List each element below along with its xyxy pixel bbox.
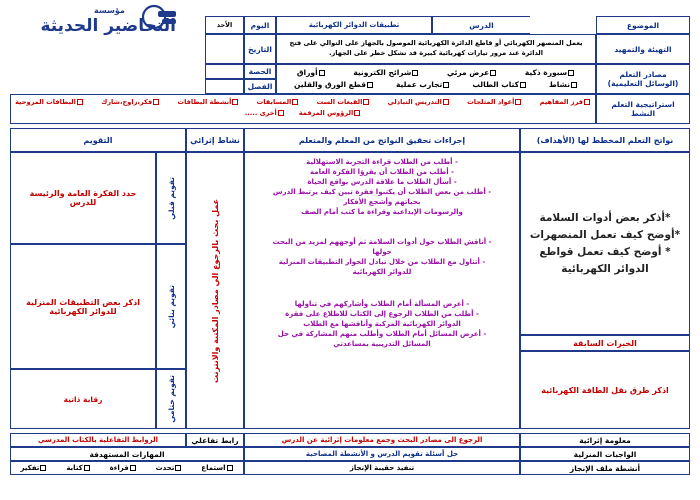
checkbox[interactable] [40, 465, 46, 471]
strategy-option[interactable]: البطاقات المروحية [15, 98, 84, 106]
intro-line: الدائرة عند مرور تيارات كهربائية كبيرة قد تشكل خطر على الجهاز. [328, 49, 544, 57]
eval-final-label-cell [156, 369, 186, 429]
skill-option[interactable]: تفكير [20, 464, 47, 472]
evaluation-header: التقويم [10, 128, 186, 152]
procedure-block [245, 157, 519, 217]
strategies-label-line2: النشط [630, 109, 656, 118]
procedure-line: - أعرض المسائل أمام الطلاب وأطلب منهم المشاركة في حل [277, 330, 487, 338]
logo-line2: التحاضير الحديثة [40, 16, 176, 36]
eval-final-label: تقويم ختامي [166, 375, 176, 423]
skill-option[interactable]: كتابة [66, 464, 90, 472]
enrich-info-value: الرجوع الى مصادر البحث وجمع معلومات إثرائية عن الدرس [244, 433, 520, 447]
procedure-line: والرسومات الإبداعية وقراءة ما كتب أمام الصف [301, 208, 463, 216]
procedure-line: حولها [372, 248, 392, 256]
eval-pre-label: تقويم قبلي [166, 176, 176, 220]
period-label: الحصة [244, 64, 276, 79]
resources-options [276, 64, 596, 94]
prior-text: اذكر طرق نقل الطاقة الكهربائية [520, 351, 690, 429]
logo-line1: مؤسسة [94, 6, 125, 15]
eval-pre-text: حدد الفكرة العامة والرئيسة للدرس [10, 152, 156, 244]
checkbox[interactable] [84, 465, 90, 471]
resources-label [596, 64, 690, 94]
subject-label: الموضوع [596, 16, 690, 34]
checkbox[interactable] [363, 99, 369, 105]
enrichment-cell [186, 152, 244, 429]
checkbox[interactable] [232, 99, 238, 105]
day-label: اليوم [244, 16, 276, 34]
eval-formative-label-cell [156, 244, 186, 369]
intro-text [276, 34, 596, 64]
strategy-option[interactable]: التدريس التبادلي [388, 98, 450, 106]
checkbox[interactable] [584, 99, 590, 105]
procedure-line: - أطلب من الطلاب الرجوع إلى الكتاب للاطلاع على فقرة [285, 310, 479, 318]
enrich-info-label: معلومة إثرائية [520, 433, 690, 447]
checkbox[interactable] [367, 82, 373, 88]
objectives-cell [520, 152, 690, 335]
checkbox[interactable] [130, 465, 136, 471]
procedure-line: الدوائر الكهربائية المركبة وأناقشها مع الطلاب [303, 320, 461, 328]
resource-option[interactable]: نشاط [549, 80, 578, 89]
procedure-line: - أسأل الطلاب ما علاقة الدرس بواقع الحياة [307, 178, 457, 186]
period-value [205, 64, 244, 79]
logo [2, 2, 182, 40]
portfolio-label: أنشطة ملف الإنجاز [520, 461, 690, 475]
strategies-label [596, 94, 690, 124]
resource-option[interactable]: شرائح الكترونية [353, 68, 419, 77]
checkbox[interactable] [292, 99, 298, 105]
resource-option[interactable]: أوراق [297, 68, 326, 77]
checkbox[interactable] [278, 110, 284, 116]
checkbox[interactable] [571, 82, 577, 88]
class-value [205, 79, 244, 94]
eval-final-text: رقابة ذاتية [10, 369, 156, 429]
resource-option[interactable]: سبورة ذكية [525, 68, 575, 77]
date-label: التاريخ [244, 34, 276, 64]
checkbox[interactable] [227, 465, 233, 471]
portfolio-value: تنفيذ حقيبة الإنجاز [244, 461, 520, 475]
checkbox[interactable] [443, 99, 449, 105]
procedure-block [245, 237, 519, 277]
procedure-block [245, 299, 519, 349]
objective-item: الدوائر الكهربائية [561, 262, 649, 275]
resource-option[interactable]: قطع الورق والقلين [294, 80, 374, 89]
homework-value: حل أسئلة تقويم الدرس و الأنشطة المصاحبة [244, 447, 520, 461]
checkbox[interactable] [319, 70, 325, 76]
skills-label: المهارات المستهدفة [10, 447, 244, 461]
resource-option[interactable]: عرض مرئي [447, 68, 497, 77]
procedure-line: - أناقش الطلاب حول أدوات السلامة ثم أوجههم لمزيد من البحث [272, 238, 492, 246]
strategies-options [10, 94, 596, 124]
objective-item: * أوضح كيف تعمل قواطع [539, 245, 671, 258]
lesson-value: تطبيقات الدوائر الكهربائية [276, 16, 432, 34]
procedure-line: - أتناول مع الطلاب من خلال تبادل الحوار التطبيقات المنزلية [278, 258, 486, 266]
procedure-line: بحياتهم وأشجع الأفكار [343, 198, 421, 206]
objective-item: *أوضح كيف تعمل المنصهرات [529, 228, 681, 241]
class-label: الفصل [244, 79, 276, 94]
resources-label-line2: (الوسائل التعليمية) [607, 79, 679, 88]
procedure-line: - أعرض المسألة أمام الطلاب وأشاركهم في تناولها [294, 300, 470, 308]
link-value[interactable]: الروابط التفاعلية بالكتاب المدرسي [10, 433, 186, 447]
skill-option[interactable]: قراءة [110, 464, 137, 472]
strategy-option[interactable]: فكر،زاوج،شارك [101, 98, 160, 106]
day-value: الأحد [205, 16, 244, 34]
checkbox[interactable] [77, 99, 83, 105]
checkbox[interactable] [520, 82, 526, 88]
resources-label-line1: مصادر التعلم [619, 70, 667, 79]
procedures-header: إجراءات تحقيق النواتج من المعلم والمتعلم [244, 128, 520, 152]
procedure-line: - أطلب من الطلاب قراءة التجربة الاستهلالية [306, 158, 458, 166]
checkbox[interactable] [153, 99, 159, 105]
procedure-line: للدوائر الكهربائية [352, 268, 412, 276]
eval-formative-label: تقويم بنائي [166, 284, 176, 329]
procedures-cell [244, 152, 520, 429]
strategy-option[interactable]: القبعات الست [317, 98, 371, 106]
checkbox[interactable] [490, 70, 496, 76]
lesson-label: الدرس [432, 16, 530, 34]
checkbox[interactable] [515, 99, 521, 105]
checkbox[interactable] [568, 70, 574, 76]
checkbox[interactable] [412, 70, 418, 76]
procedure-line: - أطلب من الطلاب أن يقرؤا الفكرة العامة [309, 168, 454, 176]
resource-option[interactable]: تجارب عملية [396, 80, 450, 89]
homework-label: الواجبات المنزلية [520, 447, 690, 461]
checkbox[interactable] [354, 110, 360, 116]
strategy-option[interactable]: أنشطة البطاقات [177, 98, 239, 106]
resource-option[interactable]: كتاب الطالب [472, 80, 527, 89]
checkbox[interactable] [443, 82, 449, 88]
procedure-line: المسائل التدريبية بمساعدتي [333, 340, 431, 348]
eval-formative-text: اذكر بعض التطبيقات المنزلية للدوائر الكهربائية [10, 244, 156, 369]
enrichment-header: نشاط إثرائي [186, 128, 244, 152]
strategy-option[interactable]: المسابقات [257, 98, 300, 106]
intro-label: التهيئة والتمهيد [596, 34, 690, 64]
eval-pre-label-cell [156, 152, 186, 244]
objectives-header: نواتج التعلم المخطط لها (الأهداف) [520, 128, 690, 152]
intro-line: يعمل المنصهر الكهربائي أو قاطع الدائرة الكهربائية الموصول بالجهاز على التوالي على فتح [289, 39, 583, 47]
checkbox[interactable] [175, 465, 181, 471]
procedure-line: - أطلب من بعض الطلاب أن يكتبوا فقرة تبين كيف يرتبط الدرس [272, 188, 492, 196]
skill-option[interactable]: استماع [201, 464, 233, 472]
skills-options [10, 461, 244, 475]
link-label: رابط تفاعلي [186, 433, 244, 447]
strategy-option[interactable]: الرؤوس المرقمة [299, 109, 361, 117]
prior-label: الخبرات السابقة [520, 335, 690, 351]
strategies-label-line1: استراتيجية التعلم [611, 100, 675, 109]
strategy-option[interactable]: أخرى ..... [245, 109, 285, 117]
date-value [205, 34, 244, 64]
objective-item: *أذكر بعض أدوات السلامة [539, 211, 671, 224]
strategy-option[interactable]: أعواد المثلجات [467, 98, 522, 106]
strategy-option[interactable]: فرز المفاهيم [540, 98, 591, 106]
skill-option[interactable]: تحدث [156, 464, 183, 472]
enrichment-text: عمل بحث بالرجوع الي مصادر المكتبة والانترنت [210, 198, 220, 383]
